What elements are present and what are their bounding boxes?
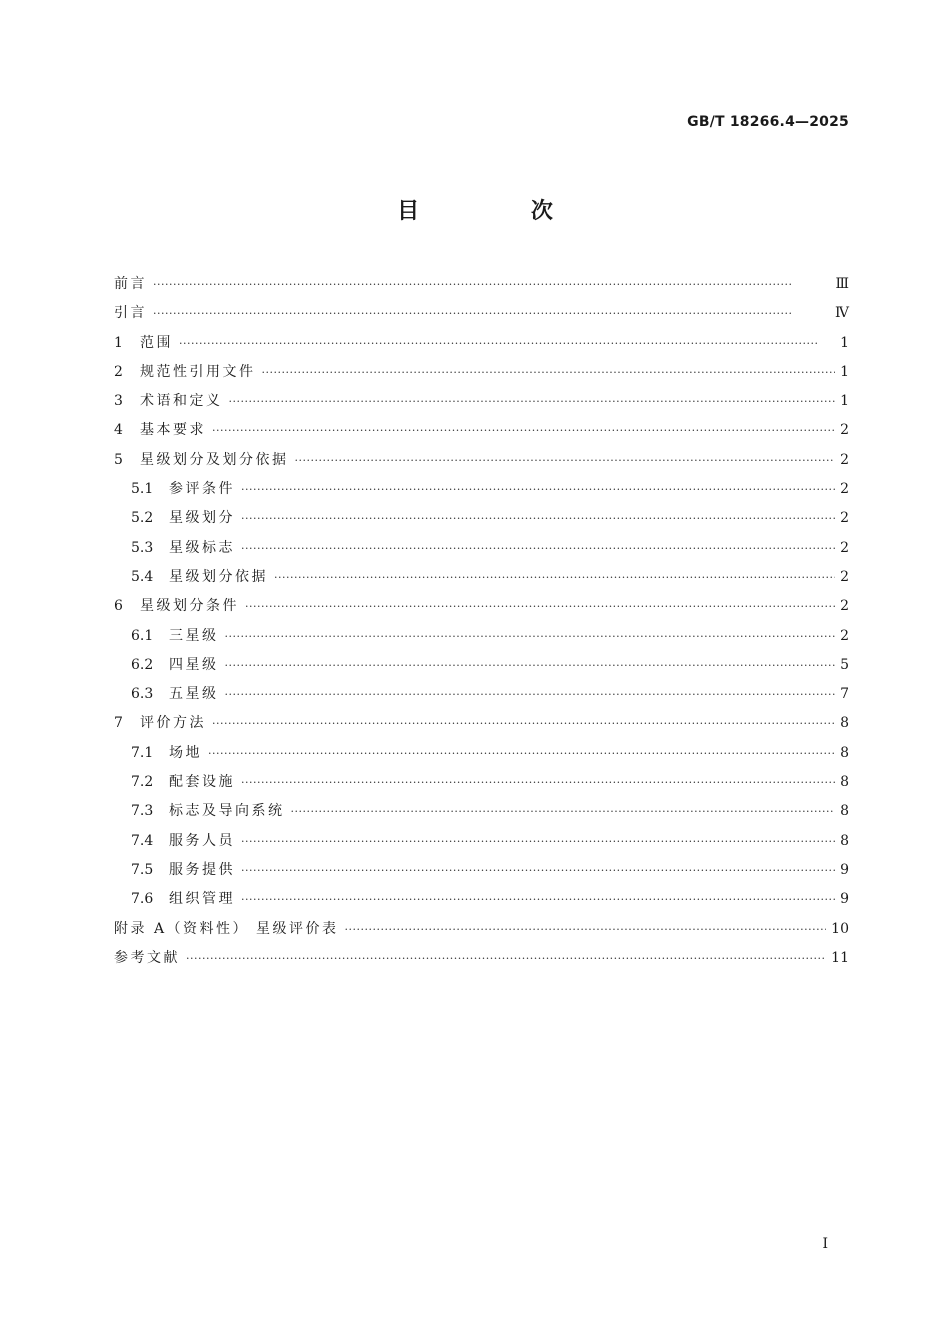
toc-entry[interactable] bbox=[114, 299, 849, 328]
toc-entry[interactable] bbox=[114, 827, 849, 856]
toc-entry-number: 4 bbox=[114, 422, 123, 439]
toc-entry-number: 2 bbox=[114, 363, 123, 380]
toc-entry-label: 三星级 bbox=[169, 627, 219, 644]
toc-entry-number: 7.2 bbox=[131, 774, 154, 791]
toc-entry-number: 1 bbox=[114, 334, 123, 351]
toc-entry-label: 参考文献 bbox=[114, 949, 180, 966]
toc-entry-page: 2 bbox=[840, 451, 849, 468]
toc-entry-label: 规范性引用文件 bbox=[140, 363, 256, 380]
toc-leader-dots bbox=[179, 329, 835, 358]
toc-leader-dots bbox=[241, 856, 835, 885]
toc-entry-number: 6 bbox=[114, 598, 123, 615]
standard-code: GB/T 18266.4—2025 bbox=[687, 114, 849, 130]
toc-leader-dots bbox=[345, 915, 827, 944]
toc-entry-page: 1 bbox=[840, 393, 849, 410]
toc-entry-page: 8 bbox=[840, 715, 849, 732]
toc-leader-dots bbox=[241, 475, 835, 504]
toc-entry-label: 范围 bbox=[140, 334, 173, 351]
toc-entry[interactable] bbox=[114, 563, 849, 592]
toc-entry-number: 7 bbox=[114, 715, 123, 732]
toc-entry[interactable] bbox=[114, 416, 849, 445]
toc-entry-number: 3 bbox=[114, 393, 123, 410]
toc-entry[interactable] bbox=[114, 387, 849, 416]
toc-entry-label: 基本要求 bbox=[140, 422, 206, 439]
toc-entry[interactable] bbox=[114, 651, 849, 680]
toc-leader-dots bbox=[291, 797, 836, 826]
toc-leader-dots bbox=[274, 563, 835, 592]
toc-entry-label: 星级划分及划分依据 bbox=[140, 451, 289, 468]
toc-entry-page: 8 bbox=[840, 803, 849, 820]
toc-entry-label: 星级划分 bbox=[169, 510, 235, 527]
toc-entry-number: 7.3 bbox=[131, 803, 154, 820]
toc-leader-dots bbox=[212, 709, 835, 738]
toc-entry-page: 2 bbox=[840, 510, 849, 527]
toc-entry-label: 服务人员 bbox=[169, 832, 235, 849]
toc-entry-number: 5.1 bbox=[131, 481, 154, 498]
toc-entry-label: 四星级 bbox=[169, 656, 219, 673]
toc-entry-label: 星级标志 bbox=[169, 539, 235, 556]
toc-entry[interactable] bbox=[114, 475, 849, 504]
toc-leader-dots bbox=[262, 358, 836, 387]
toc-leader-dots bbox=[241, 534, 835, 563]
toc-entry-label: 组织管理 bbox=[169, 891, 235, 908]
toc-entry[interactable] bbox=[114, 739, 849, 768]
toc-entry-number: 5.2 bbox=[131, 510, 154, 527]
toc-leader-dots bbox=[245, 592, 835, 621]
toc-entry[interactable] bbox=[114, 709, 849, 738]
toc-leader-dots bbox=[225, 622, 836, 651]
toc-entry-label: 评价方法 bbox=[140, 715, 206, 732]
toc-entry-label: 服务提供 bbox=[169, 861, 235, 878]
toc-entry-page: 2 bbox=[840, 481, 849, 498]
toc-entry-label: 附录 A（资料性） 星级评价表 bbox=[114, 920, 339, 937]
toc-entry-label: 前言 bbox=[114, 276, 147, 292]
toc-entry-page: Ⅲ bbox=[835, 276, 849, 292]
toc-entry-number: 5.3 bbox=[131, 539, 154, 556]
toc-entry-number: 7.6 bbox=[131, 891, 154, 908]
toc-leader-dots bbox=[241, 504, 835, 533]
toc-entry-page: 2 bbox=[840, 598, 849, 615]
toc-entry[interactable] bbox=[114, 270, 849, 299]
toc-entry-page: 9 bbox=[840, 891, 849, 908]
toc-entry-page: 11 bbox=[831, 949, 849, 966]
toc-entry-page: Ⅳ bbox=[835, 305, 849, 322]
toc-entry-number: 6.2 bbox=[131, 656, 154, 673]
toc-entry-page: 2 bbox=[840, 422, 849, 439]
toc-entry[interactable] bbox=[114, 680, 849, 709]
toc-entry-page: 7 bbox=[840, 686, 849, 703]
toc-entry[interactable] bbox=[114, 446, 849, 475]
toc-entry[interactable] bbox=[114, 534, 849, 563]
toc-entry-label: 术语和定义 bbox=[140, 393, 223, 410]
toc-entry-label: 引言 bbox=[114, 305, 147, 322]
toc-leader-dots bbox=[153, 299, 830, 328]
page-number: Ⅰ bbox=[822, 1236, 828, 1252]
toc-entry-number: 7.4 bbox=[131, 832, 154, 849]
toc-entry-page: 2 bbox=[840, 539, 849, 556]
toc-entry[interactable] bbox=[114, 622, 849, 651]
toc-entry-page: 2 bbox=[840, 627, 849, 644]
toc-entry[interactable] bbox=[114, 504, 849, 533]
toc-entry[interactable] bbox=[114, 885, 849, 914]
toc-leader-dots bbox=[229, 387, 836, 416]
toc-entry-page: 8 bbox=[840, 744, 849, 761]
toc-entry-number: 6.3 bbox=[131, 686, 154, 703]
toc-entry-page: 2 bbox=[840, 568, 849, 585]
toc-entry-label: 星级划分条件 bbox=[140, 598, 239, 615]
toc-entry-number: 5.4 bbox=[131, 568, 154, 585]
toc-entry-number: 7.1 bbox=[131, 744, 154, 761]
toc-entry-page: 1 bbox=[840, 334, 849, 351]
toc-leader-dots bbox=[241, 885, 835, 914]
toc-entry-label: 标志及导向系统 bbox=[169, 803, 285, 820]
toc-leader-dots bbox=[241, 768, 835, 797]
toc-entry-page: 8 bbox=[840, 774, 849, 791]
toc-entry-label: 参评条件 bbox=[169, 481, 235, 498]
toc-entry[interactable] bbox=[114, 915, 849, 944]
toc-entry-page: 9 bbox=[840, 861, 849, 878]
toc-entry-number: 5 bbox=[114, 451, 123, 468]
toc-entry-label: 配套设施 bbox=[169, 774, 235, 791]
toc-entry[interactable] bbox=[114, 768, 849, 797]
toc-leader-dots bbox=[208, 739, 835, 768]
toc-entry-label: 五星级 bbox=[169, 686, 219, 703]
toc-entry[interactable] bbox=[114, 944, 849, 973]
table-of-contents bbox=[114, 270, 849, 973]
page-title: 目 次 bbox=[397, 199, 605, 224]
toc-leader-dots bbox=[212, 416, 835, 445]
toc-leader-dots bbox=[186, 944, 826, 973]
toc-entry-page: 8 bbox=[840, 832, 849, 849]
toc-entry[interactable] bbox=[114, 358, 849, 387]
toc-entry-label: 场地 bbox=[169, 744, 202, 761]
toc-entry-page: 10 bbox=[831, 920, 849, 937]
toc-entry[interactable] bbox=[114, 329, 849, 358]
toc-leader-dots bbox=[241, 827, 835, 856]
toc-leader-dots bbox=[225, 680, 836, 709]
toc-entry-page: 5 bbox=[840, 656, 849, 673]
toc-entry[interactable] bbox=[114, 797, 849, 826]
toc-leader-dots bbox=[153, 270, 830, 299]
toc-entry-page: 1 bbox=[840, 363, 849, 380]
toc-entry-number: 7.5 bbox=[131, 861, 154, 878]
toc-entry[interactable] bbox=[114, 856, 849, 885]
toc-entry-number: 6.1 bbox=[131, 627, 154, 644]
toc-entry[interactable] bbox=[114, 592, 849, 621]
toc-entry-label: 星级划分依据 bbox=[169, 568, 268, 585]
toc-leader-dots bbox=[295, 446, 836, 475]
toc-leader-dots bbox=[225, 651, 836, 680]
